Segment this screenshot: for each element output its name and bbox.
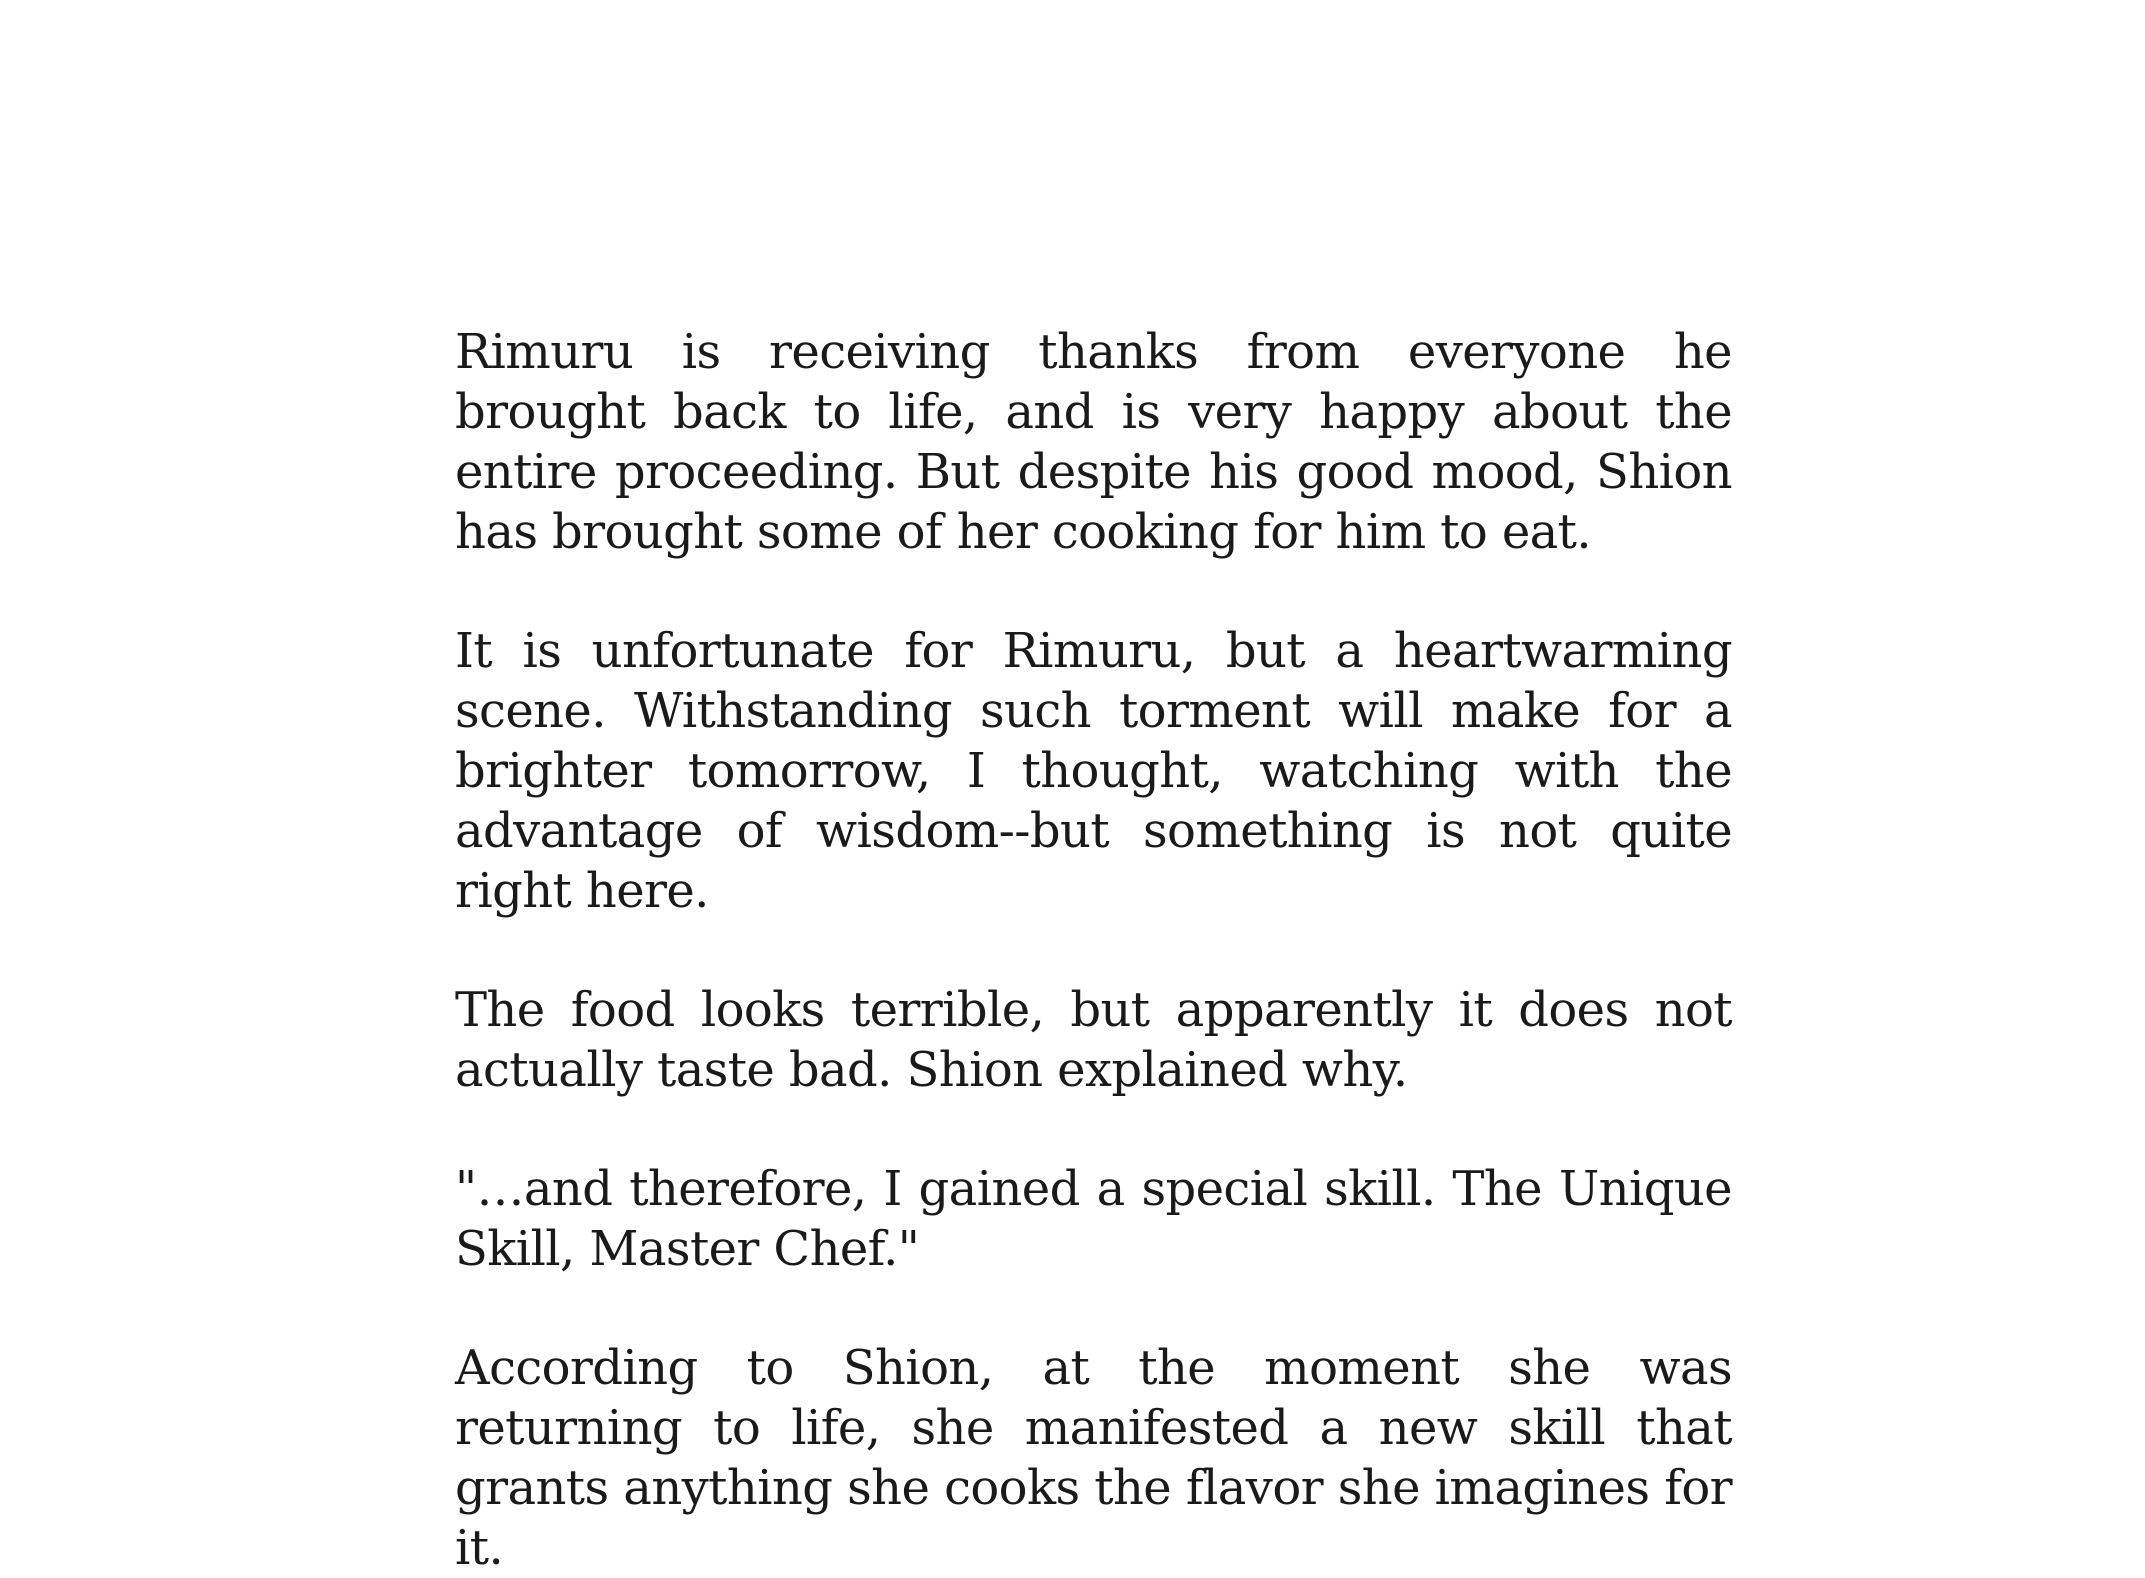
paragraph: "…and therefore, I gained a special skill. The Unique Skill, Master Chef." bbox=[455, 1161, 1732, 1277]
paragraph: The food looks terrible, but apparently it does not actually taste bad. Shion explained why. bbox=[455, 982, 1732, 1098]
paragraph: It is unfortunate for Rimuru, but a heartwarming scene. Withstanding such torment will make for a brighter tomorrow, I thought, watching with the advantage of wisdom--but something is not quite right here. bbox=[455, 623, 1732, 919]
paragraph: According to Shion, at the moment she was returning to life, she manifested a new skill that grants anything she cooks the flavor she imagines for it. bbox=[455, 1340, 1732, 1576]
paragraph: Rimuru is receiving thanks from everyone he brought back to life, and is very happy about the entire proceeding. But despite his good mood, Shion has brought some of her cooking for him to eat. bbox=[455, 324, 1732, 560]
body-text bbox=[455, 322, 1732, 1578]
